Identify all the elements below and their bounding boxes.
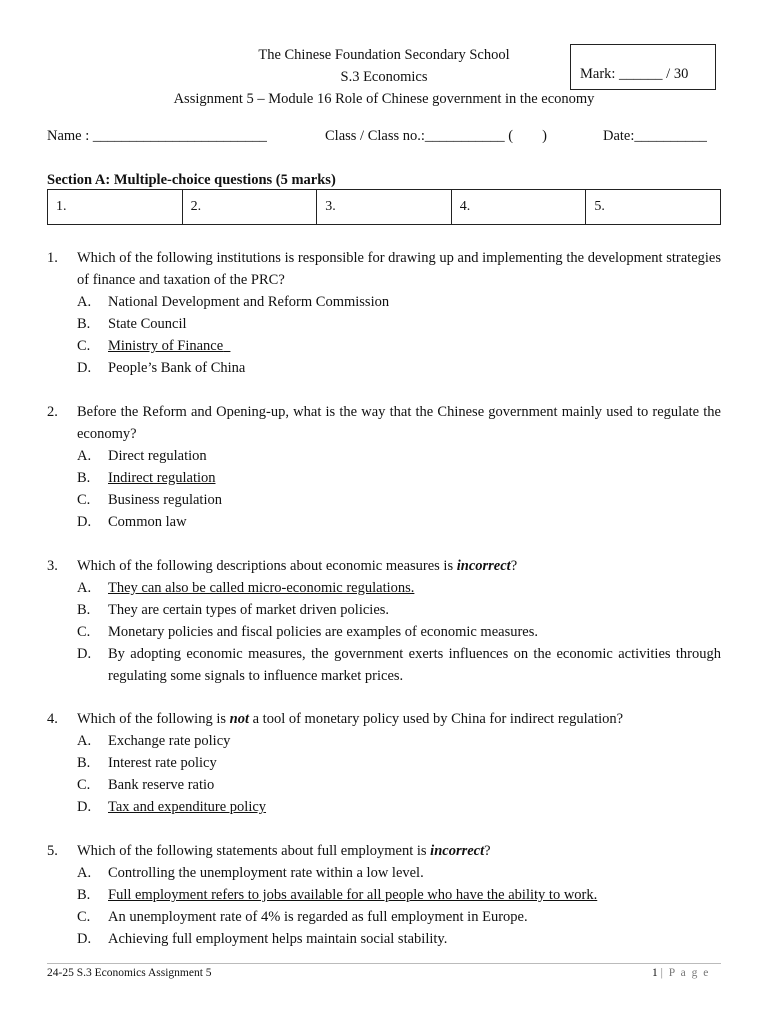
option-text: Direct regulation <box>108 448 207 464</box>
question-1-number: 1. <box>47 250 58 266</box>
question-3-option-d <box>77 643 721 687</box>
option-letter: B. <box>77 316 91 332</box>
subject-title: S.3 Economics <box>340 69 428 85</box>
option-text: An unemployment rate of 4% is regarded as full employment in Europe. <box>108 909 528 925</box>
question-2-option-a <box>77 448 207 465</box>
assignment-title: Assignment 5 – Module 16 Role of Chinese government in the economy <box>173 91 595 107</box>
option-letter: D. <box>77 931 92 947</box>
question-2-option-c <box>77 492 222 509</box>
school-name: The Chinese Foundation Secondary School <box>258 47 510 63</box>
page-label: | P a g e <box>660 967 710 979</box>
option-text: They are certain types of market driven policies. <box>108 602 390 618</box>
question-2-option-b <box>77 470 216 487</box>
option-text: Interest rate policy <box>108 755 217 771</box>
question-4-option-d <box>77 799 266 816</box>
question-3-option-c <box>77 624 538 641</box>
option-text: Bank reserve ratio <box>108 777 215 793</box>
question-2-option-d <box>77 514 187 531</box>
question-3-number: 3. <box>47 558 58 574</box>
question-4-text <box>77 708 721 730</box>
option-text: Exchange rate policy <box>108 733 231 749</box>
footer-left: 24-25 S.3 Economics Assignment 5 <box>47 967 212 979</box>
option-letter: A. <box>77 294 92 310</box>
answer-cell-4: 4. <box>451 190 586 225</box>
option-letter: C. <box>77 777 91 793</box>
mark-label: Mark: ______ / 30 <box>580 66 689 82</box>
question-5-option-c <box>77 909 528 926</box>
option-text: People’s Bank of China <box>108 360 246 376</box>
answer-cell-3: 3. <box>317 190 452 225</box>
answer-cell-2: 2. <box>182 190 317 225</box>
question-1-option-c <box>77 338 230 355</box>
question-5-emphasis: incorrect <box>430 843 485 859</box>
question-5-text <box>77 840 721 862</box>
page-number-value: 1 <box>652 967 658 979</box>
option-letter: B. <box>77 755 91 771</box>
question-1-option-a <box>77 294 389 311</box>
option-letter: B. <box>77 887 91 903</box>
answer-cell-1: 1. <box>48 190 183 225</box>
question-3-option-a <box>77 580 414 597</box>
question-4-option-a <box>77 733 230 750</box>
option-letter: A. <box>77 865 92 881</box>
option-text: State Council <box>108 316 187 332</box>
option-text: National Development and Reform Commission <box>108 294 390 310</box>
option-text: By adopting economic measures, the government exerts influences on the economic activities through regulating some signals to influence market prices. <box>108 646 721 684</box>
class-field: Class / Class no.:___________ ( ) <box>325 128 547 144</box>
date-field: Date:__________ <box>603 128 707 144</box>
option-letter: D. <box>77 514 92 530</box>
name-field: Name : ________________________ <box>47 128 267 144</box>
answer-cell-5: 5. <box>586 190 721 225</box>
question-3-text-start: Which of the following descriptions about economic measures is <box>77 558 457 574</box>
section-a-title: Section A: Multiple-choice questions (5 marks) <box>47 172 336 188</box>
option-letter: B. <box>77 470 91 486</box>
question-4-emphasis: not <box>229 711 249 727</box>
option-letter: A. <box>77 733 92 749</box>
option-letter: A. <box>77 448 92 464</box>
question-3-text <box>77 555 721 577</box>
option-letter: B. <box>77 602 91 618</box>
question-1-option-d <box>77 360 245 377</box>
option-text: Monetary policies and fiscal policies are examples of economic measures. <box>108 624 539 640</box>
option-text: Business regulation <box>108 492 222 508</box>
question-1-text: Which of the following institutions is responsible for drawing up and implementing the development strategies of finance and taxation of the PRC? <box>77 250 721 288</box>
question-5-option-a <box>77 865 424 882</box>
question-1-option-b <box>77 316 187 333</box>
question-4-text-end: a tool of monetary policy used by China for indirect regulation? <box>248 711 624 727</box>
question-4-option-b <box>77 755 217 772</box>
option-text: Indirect regulation <box>108 470 216 486</box>
question-3-emphasis: incorrect <box>456 558 511 574</box>
question-5-number: 5. <box>47 843 58 859</box>
option-letter: C. <box>77 909 91 925</box>
option-letter: D. <box>77 646 92 662</box>
question-5-option-b <box>77 887 597 904</box>
page-number <box>652 967 710 979</box>
question-5-text-start: Which of the following statements about full employment is <box>77 843 431 859</box>
option-letter: A. <box>77 580 92 596</box>
answer-table <box>47 189 721 225</box>
option-text: Controlling the unemployment rate within a low level. <box>108 865 424 881</box>
option-text: Ministry of Finance <box>108 338 224 354</box>
question-3-option-b <box>77 602 389 619</box>
option-letter: C. <box>77 624 91 640</box>
question-4-option-c <box>77 777 214 794</box>
question-2-text: Before the Reform and Opening-up, what is the way that the Chinese government mainly used to regulate the economy? <box>77 404 721 442</box>
question-5-text-end: ? <box>484 843 491 859</box>
option-letter: C. <box>77 338 91 354</box>
option-letter: D. <box>77 799 92 815</box>
question-3-text-end: ? <box>510 558 518 574</box>
question-2-number: 2. <box>47 404 58 420</box>
option-text: Achieving full employment helps maintain social stability. <box>108 931 448 947</box>
option-text: Full employment refers to jobs available for all people who have the ability to work. <box>108 887 598 903</box>
footer-divider <box>47 963 721 964</box>
question-4-text-start: Which of the following is <box>77 711 230 727</box>
question-5-option-d <box>77 931 447 948</box>
option-text: Common law <box>108 514 187 530</box>
option-text: Tax and expenditure policy <box>108 799 267 815</box>
option-letter: C. <box>77 492 91 508</box>
question-4-number: 4. <box>47 711 58 727</box>
option-text: They can also be called micro-economic regulations. <box>108 580 415 596</box>
option-letter: D. <box>77 360 92 376</box>
